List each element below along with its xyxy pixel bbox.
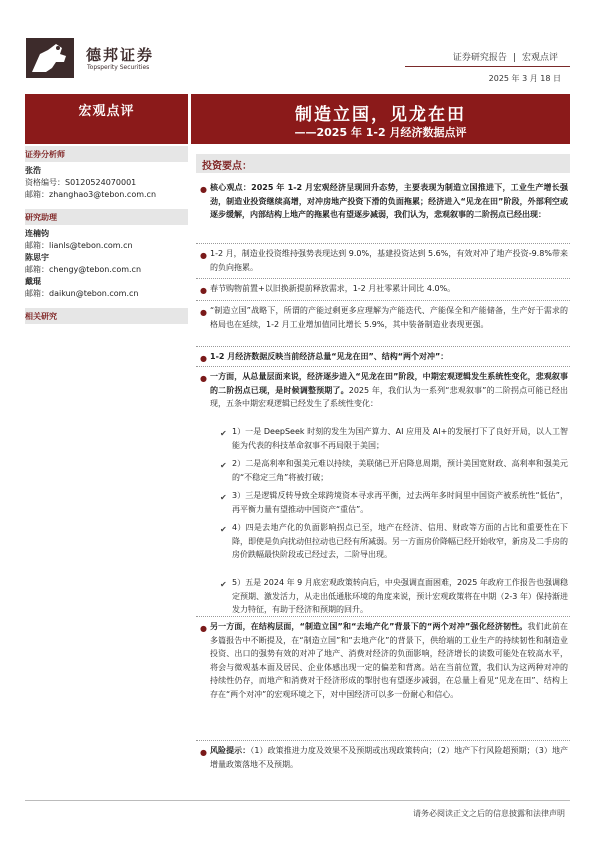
report-date: 2025 年 3 月 18 日 xyxy=(488,74,561,83)
check-icon: ✔ xyxy=(220,429,227,438)
bullet-retail: 春节购物前置+以旧换新提前释放需求，1-2 月社零累计同比 4.0%。 xyxy=(210,284,456,293)
bullet-icon: ● xyxy=(200,624,207,633)
section-three-paragraph xyxy=(210,620,568,701)
section-two-heading: 1-2 月经济数据反映当前经济总量“见龙在田”、结构“两个对冲”： xyxy=(210,352,449,361)
page-header xyxy=(0,0,595,92)
check-icon: ✔ xyxy=(220,461,227,470)
assistant-name: 陈思宇 xyxy=(25,253,49,262)
assistant-email[interactable]: 邮箱：chengy@tebon.com.cn xyxy=(25,265,142,274)
logic-point: 4）四是去地产化的负面影响拐点已至，地产在经济、信用、财政等方面的占比和重要性在下降，即使是负向扰动但拉动也已经有所减弱。另一方面房价降幅已经开始收窄，新房及二手房的房价跌幅最快阶段或已经过去，二阶导出现。 xyxy=(232,523,568,559)
risk-warning xyxy=(210,744,568,771)
section-two-text: 2025 年，我们认为一系列“悲观叙事”的二阶拐点可能已经出现，五条中期宏观逻辑已经发生了系统性变化： xyxy=(210,385,568,408)
footer-divider xyxy=(25,800,570,801)
report-title: 制造立国，见龙在田 xyxy=(295,105,466,125)
report-type xyxy=(450,50,561,63)
risk-label: 风险提示： xyxy=(210,746,251,755)
bullet-icon: ● xyxy=(200,748,207,757)
title-banner xyxy=(25,94,570,144)
section-three-bold: 另一方面，在结构层面，“制造立国”和“去地产化”背景下的“两个对冲”强化经济韧性。 xyxy=(210,622,528,631)
core-view-label: 核心观点： xyxy=(210,183,252,192)
core-view xyxy=(210,181,568,222)
analyst-email[interactable]: 邮箱：zhanghao3@tebon.com.cn xyxy=(25,190,157,199)
title-box xyxy=(191,94,570,144)
logic-point: 5）五是 2024 年 9 月底宏观政策转向后，中央强调直面困难，2025 年政府工作报告也强调稳定预期、激发活力，从走出低通胀环境的角度来说，预计宏观政策将在中期（2-3 年）保持渐进发力特征，有助于经济和预期的回升。 xyxy=(232,578,568,614)
section-two-paragraph xyxy=(210,370,568,411)
analyst-cert: 资格编号：S0120524070001 xyxy=(25,178,137,187)
core-view-text: 2025 年 1-2 月宏观经济呈现回升态势，主要表现为制造立国推进下，工业生产增长强劲，制造业投资继续高增，对冲房地产投资下滑的负面拖累；经济进入“见龙在田”阶段，外部利空或逐步缓解，内部结构上地产的拖累也有望逐步减弱，我们认为，悲观叙事的二阶拐点已经出现： xyxy=(210,183,569,219)
divider xyxy=(196,278,570,279)
section-tag: 宏观点评 xyxy=(78,104,135,119)
investment-points-label: 投资要点： xyxy=(202,161,252,172)
divider xyxy=(196,243,570,244)
check-icon: ✔ xyxy=(220,493,227,502)
header-divider xyxy=(405,66,570,67)
section-tag-box xyxy=(25,94,188,144)
section-two-bold: 一方面，从总量层面来说，经济逐步进入“见龙在田”阶段，中期宏观逻辑发生系统性变化，悲观叙事的二阶拐点已现，是时候调整预期了。 xyxy=(210,372,568,395)
assistant-email[interactable]: 邮箱：daikun@tebon.com.cn xyxy=(25,289,139,298)
bullet-icon: ● xyxy=(200,354,207,363)
assistant-name: 连楠钧 xyxy=(25,229,49,238)
assistant-email[interactable]: 邮箱：lianls@tebon.com.cn xyxy=(25,241,133,250)
bullet-icon: ● xyxy=(200,286,207,295)
section-three-text: 我们此前在多篇报告中不断提及，在“制造立国”和“去地产化”的背景下，供给端的工业生产的持续韧性和制造业投资、出口的强势有效的对冲了地产、消费对经济的负面影响，经济增长的读数可能处在较高水平，将会与微观基本面及居民、企业体感出现一定的偏差和背离。站在当前位置，我们认为这两种对冲的持续性仍存，而地产和消费对于经济形成的掣肘也有望逐步减弱，在总量上看见“见龙在田”、结构上存在“两个对冲”的宏观环境之下，对中国经济可以多一份耐心和信心。 xyxy=(210,622,569,699)
divider xyxy=(196,346,570,347)
report-subtitle: ——2025 年 1-2 月经济数据点评 xyxy=(294,126,467,139)
report-type-b: 宏观点评 xyxy=(521,53,558,63)
analyst-heading: 证券分析师 xyxy=(25,146,188,162)
report-type-a: 证券研究报告 xyxy=(452,53,507,63)
divider xyxy=(196,366,570,367)
author-sidebar xyxy=(25,144,188,324)
bullet-investment: 1-2 月，制造业投资维持强势表现达到 9.0%，基建投资达到 5.6%，有效对冲了地产投资-9.8%带来的负向拖累。 xyxy=(210,249,568,272)
bullet-icon: ● xyxy=(200,185,207,194)
risk-text: （1）政策推进力度及效果不及预期或出现政策转向；（2）地产下行风险超预期；（3）地产增量政策落地不及预期。 xyxy=(210,746,568,769)
divider xyxy=(196,616,570,617)
analyst-name: 张浩 xyxy=(25,166,41,175)
logic-point: 2）二是高利率和强美元难以持续，美联储已开启降息周期，预计美国宽财政、高利率和强美元的“不稳定三角”将被打破； xyxy=(232,459,568,482)
logic-point: 3）三是逻辑反转导致全球跨境资本寻求再平衡，过去两年多时间里中国资产被系统性“低估”，再平衡力量有望推动中国资产“重估”。 xyxy=(232,491,568,514)
assistant-heading: 研究助理 xyxy=(25,209,188,225)
brand-name-cn: 德邦证券 xyxy=(86,46,155,64)
logic-point: 1）一是 DeepSeek 时刻的发生为国产算力、AI 应用及 AI+的发展打下了良好开局，以人工智能为代表的科技革命叙事不再局限于美国； xyxy=(232,427,568,450)
brand-name-en: Topsperity Securities xyxy=(87,64,150,71)
analyst-block xyxy=(25,162,188,207)
bullet-icon: ● xyxy=(200,251,207,260)
related-research-heading: 相关研究 xyxy=(25,308,188,324)
assistant-name: 戴琨 xyxy=(25,277,41,286)
bullet-icon: ● xyxy=(200,374,207,383)
divider xyxy=(196,300,570,301)
tebon-logo xyxy=(26,38,74,78)
footer-note: 请务必阅读正文之后的信息披露和法律声明 xyxy=(413,809,565,818)
bullet-icon: ● xyxy=(200,308,207,317)
report-type-sep: | xyxy=(512,53,516,63)
investment-points-header xyxy=(196,154,570,173)
check-icon: ✔ xyxy=(220,525,227,534)
assistant-block xyxy=(25,225,188,306)
bullet-manufacturing: “制造立国”战略下，所谓的产能过剩更多应理解为产能迭代、产能保全和产能储备，生产好于需求的格局也在延续，1-2 月工业增加值同比增长 5.9%，其中装备制造业表现更强。 xyxy=(210,306,568,329)
divider xyxy=(196,740,570,741)
check-icon: ✔ xyxy=(220,580,227,589)
